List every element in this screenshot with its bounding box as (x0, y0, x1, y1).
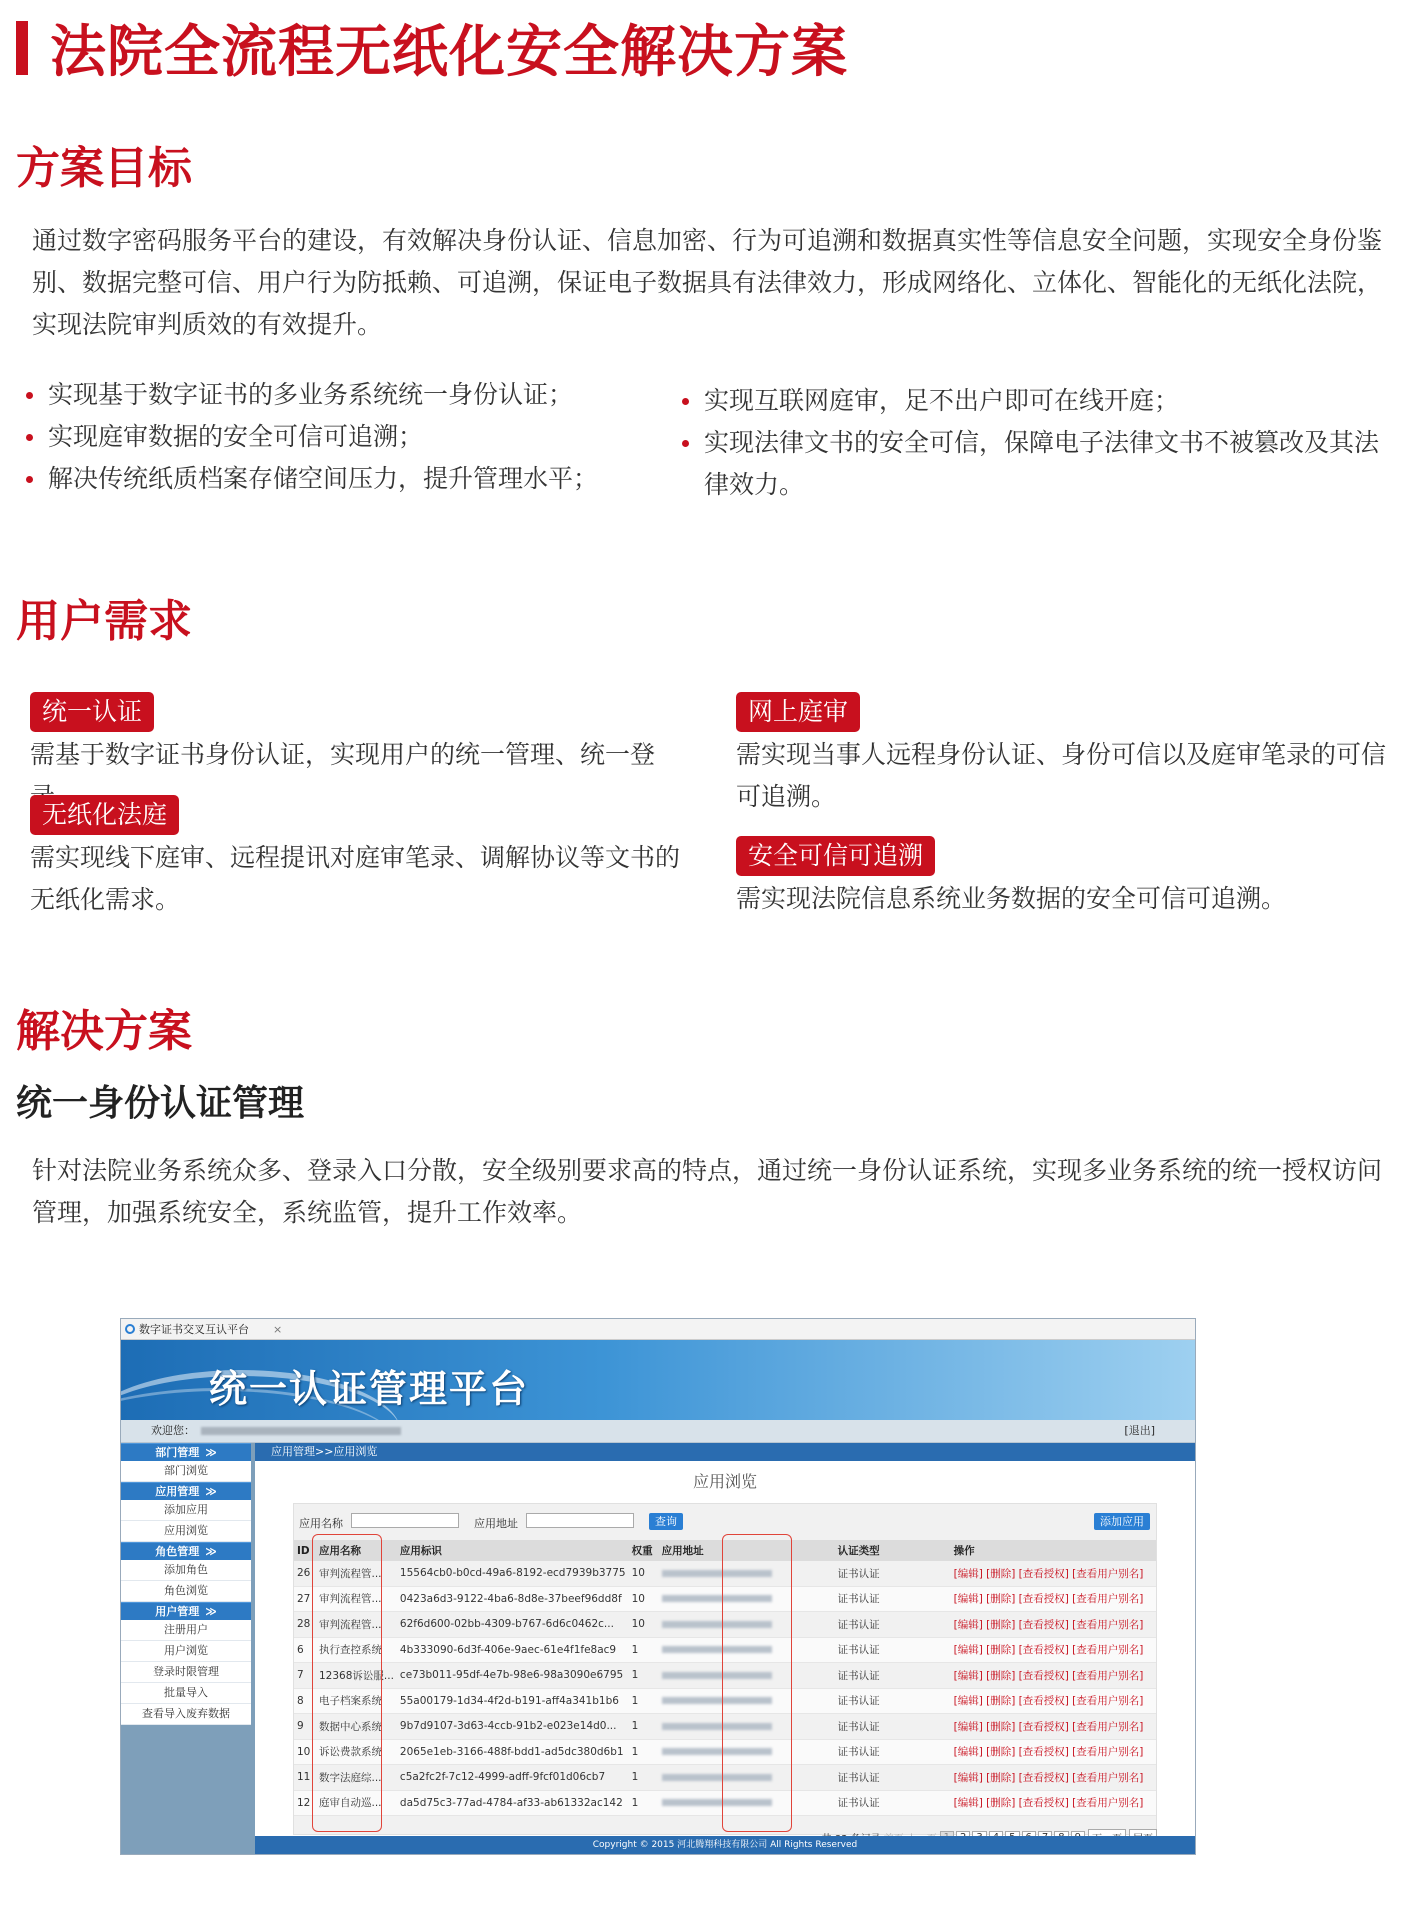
cell-weight: 10 (629, 1561, 659, 1586)
sidebar-group-app[interactable]: 应用管理 ≫ (121, 1482, 251, 1500)
content-heading: 应用浏览 (692, 1472, 757, 1491)
chevron-down-icon: ≫ (205, 1485, 217, 1498)
cell-auth: 证书认证 (835, 1688, 951, 1714)
solution-paragraph: 针对法院业务系统众多、登录入口分散，安全级别要求高的特点，通过统一身份认证系统，实现多业务系统的统一授权访问管理，加强系统安全，系统监管，提升工作效率。 (32, 1156, 1383, 1227)
browser-tabbar (121, 1319, 1195, 1340)
cell-name: 电子档案系统 (316, 1688, 397, 1714)
cell-ops[interactable]: [编辑] [删除] [查看授权] [查看用户别名] (951, 1714, 1156, 1740)
need-desc: 需实现当事人远程身份认证、身份可信以及庭审笔录的可信可追溯。 (736, 740, 1387, 811)
cell-auth: 证书认证 (835, 1790, 951, 1816)
cell-auth: 证书认证 (835, 1765, 951, 1791)
goal-bullets-left (26, 374, 666, 500)
cell-weight: 10 (629, 1612, 659, 1638)
title-accent-bar (16, 21, 28, 75)
solution-subheading: 统一身份认证管理 (16, 1083, 305, 1124)
cell-ops[interactable]: [编辑] [删除] [查看授权] [查看用户别名] (951, 1612, 1156, 1638)
cell-id: 28 (294, 1612, 316, 1638)
sidebar-item-user-browse[interactable]: 用户浏览 (121, 1641, 251, 1662)
need-desc: 需实现线下庭审、远程提讯对庭审笔录、调解协议等文书的无纸化需求。 (30, 843, 681, 914)
close-icon[interactable]: × (273, 1322, 283, 1336)
cell-auth: 证书认证 (835, 1637, 951, 1663)
cell-auth: 证书认证 (835, 1739, 951, 1765)
goal-heading: 方案目标 (16, 143, 192, 194)
cell-auth: 证书认证 (835, 1714, 951, 1740)
chevron-down-icon: ≫ (205, 1545, 217, 1558)
cell-weight: 1 (629, 1688, 659, 1714)
goal-bullets-right (682, 380, 1394, 506)
bullet-dot-icon (682, 398, 689, 405)
chevron-down-icon: ≫ (205, 1605, 217, 1618)
cell-ops[interactable]: [编辑] [删除] [查看授权] [查看用户别名] (951, 1561, 1156, 1586)
platform-banner (121, 1340, 1195, 1420)
sidebar-item-app-browse[interactable]: 应用浏览 (121, 1521, 251, 1542)
goal-bullet: 实现庭审数据的安全可信可追溯； (26, 416, 666, 458)
cell-ident: da5d75c3-77ad-4784-af33-ab61332ac142 (397, 1790, 629, 1816)
auth-column-highlight (722, 1534, 792, 1832)
sidebar-item-register-user[interactable]: 注册用户 (121, 1620, 251, 1641)
app-name-input[interactable] (351, 1513, 459, 1528)
cell-name: 诉讼费款系统 (316, 1739, 397, 1765)
sidebar-item-dept-browse[interactable]: 部门浏览 (121, 1461, 251, 1482)
cell-ident: 62f6d600-02bb-4309-b767-6d6c0462c... (397, 1612, 629, 1638)
cell-name: 执行查控系统 (316, 1637, 397, 1663)
col-ops: 操作 (951, 1540, 1156, 1561)
col-url: 应用地址 (659, 1540, 835, 1561)
cell-name: 审判流程管... (316, 1612, 397, 1638)
cell-ident: 55a00179-1d34-4f2d-b191-aff4a341b1b6 (397, 1688, 629, 1714)
cell-auth: 证书认证 (835, 1586, 951, 1612)
sidebar-item-discarded-data[interactable]: 查看导入废弃数据 (121, 1704, 251, 1725)
add-app-button[interactable]: 添加应用 (1094, 1513, 1150, 1530)
app-url-input[interactable] (526, 1513, 634, 1528)
cell-ident: 9b7d9107-3d63-4ccb-91b2-e023e14d0... (397, 1714, 629, 1740)
goal-paragraph: 通过数字密码服务平台的建设，有效解决身份认证、信息加密、行为可追溯和数据真实性等信息安全问题，实现安全身份鉴别、数据完整可信、用户行为防抵赖、可追溯，保证电子数据具有法律效力，形成网络化、立体化、智能化的无纸化法院，实现法院审判质效的有效提升。 (32, 226, 1383, 339)
cell-id: 26 (294, 1561, 316, 1586)
platform-screenshot (120, 1318, 1196, 1855)
name-column-highlight (312, 1534, 382, 1832)
cell-ops[interactable]: [编辑] [删除] [查看授权] [查看用户别名] (951, 1663, 1156, 1689)
col-auth: 认证类型 (835, 1540, 951, 1561)
bullet-dot-icon (26, 392, 33, 399)
welcome-bar (121, 1420, 1195, 1443)
solution-heading: 解决方案 (16, 1006, 192, 1057)
breadcrumb: 应用管理>>应用浏览 (255, 1443, 1195, 1461)
need-desc: 需实现法院信息系统业务数据的安全可信可追溯。 (736, 884, 1287, 913)
logout-link[interactable]: [退出] (1124, 1424, 1155, 1437)
app-url-label: 应用地址 (474, 1517, 518, 1530)
cell-weight: 1 (629, 1739, 659, 1765)
need-item (30, 795, 690, 921)
chevron-down-icon: ≫ (205, 1446, 217, 1459)
cell-ops[interactable]: [编辑] [删除] [查看授权] [查看用户别名] (951, 1586, 1156, 1612)
cell-weight: 1 (629, 1663, 659, 1689)
cell-name: 庭审自动巡... (316, 1790, 397, 1816)
cell-auth: 证书认证 (835, 1561, 951, 1586)
cell-id: 9 (294, 1714, 316, 1740)
goal-bullet: 实现法律文书的安全可信，保障电子法律文书不被篡改及其法律效力。 (682, 422, 1394, 506)
cell-ident: 2065e1eb-3166-488f-bdd1-ad5dc380d6b1 (397, 1739, 629, 1765)
sidebar-item-role-browse[interactable]: 角色浏览 (121, 1581, 251, 1602)
sidebar-filler (121, 1725, 251, 1854)
browser-tab[interactable] (125, 1321, 282, 1337)
sidebar-group-user[interactable]: 用户管理 ≫ (121, 1602, 251, 1620)
sidebar (121, 1443, 251, 1854)
need-tag: 网上庭审 (736, 692, 860, 732)
col-weight: 权重 (629, 1540, 659, 1561)
cell-ops[interactable]: [编辑] [删除] [查看授权] [查看用户别名] (951, 1688, 1156, 1714)
main-content (255, 1443, 1195, 1854)
sidebar-item-batch-import[interactable]: 批量导入 (121, 1683, 251, 1704)
col-ident: 应用标识 (397, 1540, 629, 1561)
cell-id: 12 (294, 1790, 316, 1816)
cell-ident: 15564cb0-b0cd-49a6-8192-ecd7939b3775 (397, 1561, 629, 1586)
sidebar-group-role[interactable]: 角色管理 ≫ (121, 1542, 251, 1560)
need-item (736, 692, 1396, 818)
cell-ident: c5a2fc2f-7c12-4999-adff-9fcf01d06cb7 (397, 1765, 629, 1791)
cell-name: 审判流程管... (316, 1586, 397, 1612)
cell-weight: 1 (629, 1637, 659, 1663)
cell-name: 12368诉讼服... (316, 1663, 397, 1689)
bullet-dot-icon (682, 440, 689, 447)
cell-ops[interactable]: [编辑] [删除] [查看授权] [查看用户别名] (951, 1637, 1156, 1663)
cell-id: 27 (294, 1586, 316, 1612)
col-name: 应用名称 (316, 1540, 397, 1561)
cell-ident: 0423a6d3-9122-4ba6-8d8e-37beef96dd8f (397, 1586, 629, 1612)
browser-icon (125, 1324, 135, 1334)
cell-auth: 证书认证 (835, 1612, 951, 1638)
goal-bullet: 实现互联网庭审，足不出户即可在线开庭； (682, 380, 1394, 422)
query-button[interactable]: 查询 (649, 1513, 683, 1530)
cell-name: 审判流程管... (316, 1561, 397, 1586)
cell-weight: 1 (629, 1765, 659, 1791)
sidebar-group-dept[interactable]: 部门管理 ≫ (121, 1443, 251, 1461)
cell-weight: 10 (629, 1586, 659, 1612)
cell-ops[interactable]: [编辑] [删除] [查看授权] [查看用户别名] (951, 1765, 1156, 1791)
cell-auth: 证书认证 (835, 1663, 951, 1689)
bullet-dot-icon (26, 434, 33, 441)
welcome-label: 欢迎您： (151, 1424, 195, 1437)
cell-weight: 1 (629, 1790, 659, 1816)
cell-ops[interactable]: [编辑] [删除] [查看授权] [查看用户别名] (951, 1739, 1156, 1765)
cell-name: 数据中心系统 (316, 1714, 397, 1740)
bullet-dot-icon (26, 476, 33, 483)
cell-ident: ce73b011-95df-4e7b-98e6-98a3090e6795 (397, 1663, 629, 1689)
sidebar-item-login-limit[interactable]: 登录时限管理 (121, 1662, 251, 1683)
blurred-username (201, 1427, 401, 1435)
platform-footer: Copyright © 2015 河北腾翔科技有限公司 All Rights Reserved (255, 1836, 1195, 1854)
cell-weight: 1 (629, 1714, 659, 1740)
cell-id: 7 (294, 1663, 316, 1689)
col-id: ID (294, 1540, 316, 1561)
need-desc: 需基于数字证书身份认证，实现用户的统一管理、统一登 (30, 740, 656, 769)
platform-title: 统一认证管理平台 (209, 1367, 530, 1411)
sidebar-item-add-role[interactable]: 添加角色 (121, 1560, 251, 1581)
tab-title: 数字证书交叉互认平台 (139, 1323, 249, 1336)
goal-bullet: 实现基于数字证书的多业务系统统一身份认证； (26, 374, 666, 416)
cell-id: 8 (294, 1688, 316, 1714)
cell-ops[interactable]: [编辑] [删除] [查看授权] [查看用户别名] (951, 1790, 1156, 1816)
cell-id: 11 (294, 1765, 316, 1791)
need-tag: 统一认证 (30, 692, 154, 732)
cell-name: 数字法庭综... (316, 1765, 397, 1791)
cell-id: 6 (294, 1637, 316, 1663)
cell-id: 10 (294, 1739, 316, 1765)
app-name-label: 应用名称 (299, 1517, 343, 1530)
goal-bullet: 解决传统纸质档案存储空间压力，提升管理水平； (26, 458, 666, 500)
need-item (736, 836, 1396, 920)
page-title-text: 法院全流程无纸化安全解决方案 (50, 20, 848, 85)
page-title (16, 8, 848, 88)
need-tag: 安全可信可追溯 (736, 836, 935, 876)
search-bar (294, 1504, 1156, 1538)
need-tag: 无纸化法庭 (30, 795, 179, 835)
app-list-panel (293, 1503, 1157, 1835)
cell-ident: 4b333090-6d3f-406e-9aec-61e4f1fe8ac9 (397, 1637, 629, 1663)
needs-heading: 用户需求 (16, 596, 192, 647)
sidebar-item-add-app[interactable]: 添加应用 (121, 1500, 251, 1521)
